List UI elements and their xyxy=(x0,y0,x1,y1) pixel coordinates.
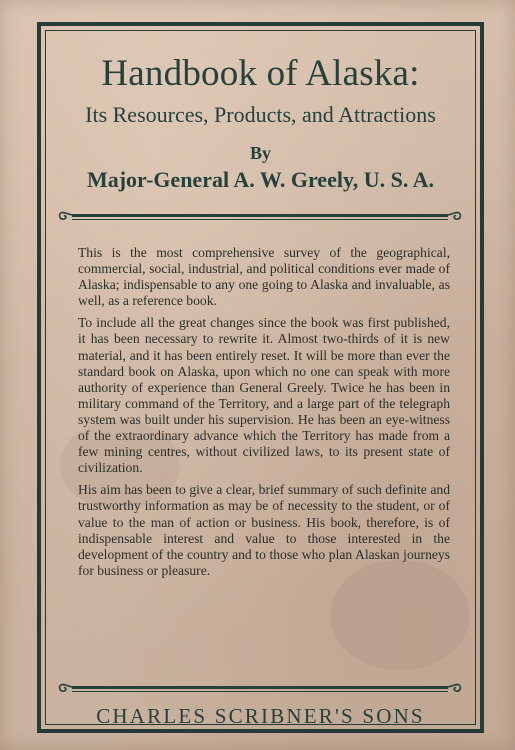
book-subtitle: Its Resources, Products, and Attractions xyxy=(85,102,436,127)
blurb-paragraph: To include all the great changes since the book was first published, it has been necessary to rewrite it. Almost two-thirds of it is new material, and it has been entirely reset. It will be more than ever the standard book on Alaska, upon which no one can speak with more authority of experience than General Greely. Twice he has been in military command of the Territory, and a large part of the telegraph system was built under his supervision. He has been an eye-witness of the extraordinary advance which the Territory has made from a few mining centres, without civilized laws, to its present state of civilization. xyxy=(78,315,450,476)
rule-line xyxy=(72,214,448,217)
rule-line-thin xyxy=(72,219,448,220)
rule-line-thin xyxy=(72,691,448,692)
scroll-curl-icon xyxy=(446,682,462,696)
publisher-name: CHARLES SCRIBNER'S SONS xyxy=(96,704,425,728)
ornamental-rule-bottom xyxy=(58,682,462,696)
byline-label: By xyxy=(249,143,271,163)
blurb-paragraph: His aim has been to give a clear, brief summary of such definite and trustworthy information as may be of necessity to the student, or of value to the man of action or business. His book, therefore, is of indispensable interest and value to those interested in the development of the country and to those who plan Alaskan journeys for business or pleasure. xyxy=(78,482,450,578)
blurb-text xyxy=(78,245,450,585)
ornamental-rule-top xyxy=(58,210,462,224)
author-name: Major-General A. W. Greely, U. S. A. xyxy=(86,167,435,192)
rule-line xyxy=(72,686,448,689)
scroll-curl-icon xyxy=(58,682,74,696)
book-title: Handbook of Alaska: xyxy=(101,53,420,94)
blurb-paragraph: This is the most comprehensive survey of the geographical, commercial, social, industrial, and political conditions ever made of Alaska; indispensable to any one going to Alaska and invaluable, as well, as a reference book. xyxy=(78,245,450,309)
scroll-curl-icon xyxy=(446,210,462,224)
scroll-curl-icon xyxy=(58,210,74,224)
